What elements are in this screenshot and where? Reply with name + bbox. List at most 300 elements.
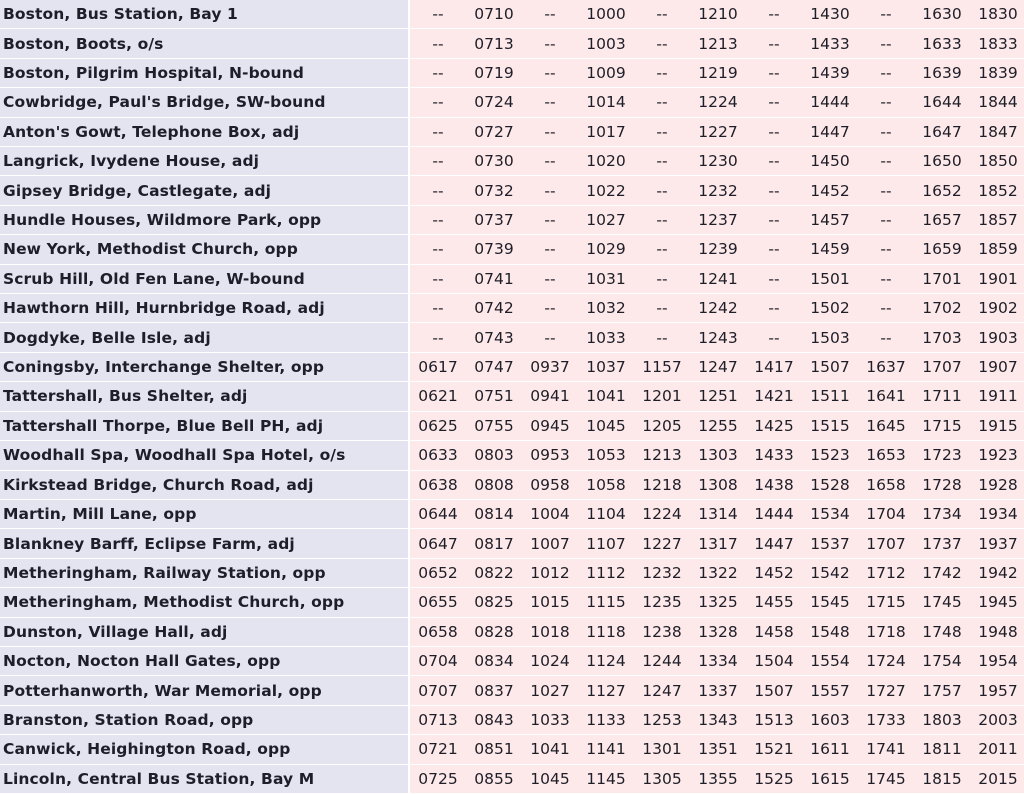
departure-time: 1439	[802, 59, 858, 88]
departure-time: 1243	[690, 323, 746, 352]
departure-time: 1447	[746, 529, 802, 558]
departure-time: 0742	[466, 294, 522, 323]
departure-time: 0851	[466, 735, 522, 764]
departure-time: 1852	[970, 176, 1024, 205]
departure-time: 0652	[410, 559, 466, 588]
departure-time: 1452	[802, 176, 858, 205]
departure-time: 1644	[914, 88, 970, 117]
departure-time: 1707	[914, 353, 970, 382]
departure-time: 1839	[970, 59, 1024, 88]
timetable-row	[0, 647, 1024, 676]
departure-time: --	[858, 176, 914, 205]
departure-time: 1031	[578, 265, 634, 294]
stop-name: Dunston, Village Hall, adj	[0, 618, 410, 647]
timetable-row	[0, 735, 1024, 764]
departure-time: 0719	[466, 59, 522, 88]
departure-time: 0739	[466, 235, 522, 264]
departure-time: 1230	[690, 147, 746, 176]
departure-time: 1104	[578, 500, 634, 529]
departure-time: 1537	[802, 529, 858, 558]
departure-time: --	[522, 206, 578, 235]
departure-time: --	[858, 29, 914, 58]
departure-time: 1210	[690, 0, 746, 29]
stop-name: Blankney Barff, Eclipse Farm, adj	[0, 529, 410, 558]
stop-name: Cowbridge, Paul's Bridge, SW-bound	[0, 88, 410, 117]
departure-time: 1507	[802, 353, 858, 382]
departure-time: 1317	[690, 529, 746, 558]
departure-time: 1308	[690, 471, 746, 500]
timetable-row	[0, 176, 1024, 205]
departure-time: --	[634, 0, 690, 29]
departure-time: 1844	[970, 88, 1024, 117]
departure-time: 0710	[466, 0, 522, 29]
departure-time: 1611	[802, 735, 858, 764]
departure-time: --	[746, 147, 802, 176]
departure-time: 0958	[522, 471, 578, 500]
departure-time: 1015	[522, 588, 578, 617]
departure-time: 0817	[466, 529, 522, 558]
departure-time: 1701	[914, 265, 970, 294]
departure-time: 1603	[802, 706, 858, 735]
departure-time: 0707	[410, 676, 466, 705]
departure-time: 1507	[746, 676, 802, 705]
departure-time: 0828	[466, 618, 522, 647]
departure-time: 1127	[578, 676, 634, 705]
departure-time: 1355	[690, 765, 746, 794]
departure-time: --	[410, 29, 466, 58]
departure-time: 1641	[858, 382, 914, 411]
timetable-row	[0, 265, 1024, 294]
departure-time: 1027	[578, 206, 634, 235]
departure-time: 1450	[802, 147, 858, 176]
departure-time: --	[634, 118, 690, 147]
departure-time: 1328	[690, 618, 746, 647]
departure-time: 1205	[634, 412, 690, 441]
timetable-row	[0, 235, 1024, 264]
departure-time: --	[746, 235, 802, 264]
stop-name: Woodhall Spa, Woodhall Spa Hotel, o/s	[0, 441, 410, 470]
departure-time: --	[746, 206, 802, 235]
departure-time: 1433	[746, 441, 802, 470]
departure-time: --	[522, 176, 578, 205]
departure-time: 1741	[858, 735, 914, 764]
stop-name: Hawthorn Hill, Hurnbridge Road, adj	[0, 294, 410, 323]
departure-time: 1511	[802, 382, 858, 411]
departure-time: 1945	[970, 588, 1024, 617]
departure-time: 1213	[690, 29, 746, 58]
departure-time: 1902	[970, 294, 1024, 323]
stop-name: Coningsby, Interchange Shelter, opp	[0, 353, 410, 382]
departure-time: 1712	[858, 559, 914, 588]
departure-time: --	[858, 59, 914, 88]
departure-time: 1637	[858, 353, 914, 382]
departure-time: 1754	[914, 647, 970, 676]
departure-time: 0655	[410, 588, 466, 617]
departure-time: 1037	[578, 353, 634, 382]
departure-time: 1337	[690, 676, 746, 705]
departure-time: 1141	[578, 735, 634, 764]
departure-time: 1521	[746, 735, 802, 764]
departure-time: 0617	[410, 353, 466, 382]
departure-time: 1501	[802, 265, 858, 294]
departure-time: 1239	[690, 235, 746, 264]
departure-time: 0743	[466, 323, 522, 352]
departure-time: 1012	[522, 559, 578, 588]
timetable-row	[0, 323, 1024, 352]
departure-time: 0803	[466, 441, 522, 470]
departure-time: 1727	[858, 676, 914, 705]
departure-time: --	[522, 29, 578, 58]
departure-time: 1000	[578, 0, 634, 29]
departure-time: 1647	[914, 118, 970, 147]
departure-time: --	[634, 147, 690, 176]
departure-time: 1715	[858, 588, 914, 617]
departure-time: 1525	[746, 765, 802, 794]
departure-time: --	[858, 88, 914, 117]
departure-time: 1219	[690, 59, 746, 88]
departure-time: 1024	[522, 647, 578, 676]
departure-time: 1523	[802, 441, 858, 470]
departure-time: 1247	[690, 353, 746, 382]
departure-time: --	[746, 59, 802, 88]
timetable-row	[0, 29, 1024, 58]
departure-time: 1452	[746, 559, 802, 588]
departure-time: 0855	[466, 765, 522, 794]
departure-time: 1133	[578, 706, 634, 735]
departure-time: --	[410, 0, 466, 29]
departure-time: --	[746, 88, 802, 117]
departure-time: 1757	[914, 676, 970, 705]
departure-time: --	[410, 265, 466, 294]
departure-time: --	[858, 147, 914, 176]
stop-name: Hundle Houses, Wildmore Park, opp	[0, 206, 410, 235]
departure-time: 0953	[522, 441, 578, 470]
departure-time: --	[634, 206, 690, 235]
timetable-row	[0, 206, 1024, 235]
departure-time: 1639	[914, 59, 970, 88]
departure-time: 1658	[858, 471, 914, 500]
departure-time: --	[634, 265, 690, 294]
departure-time: --	[746, 323, 802, 352]
departure-time: 0724	[466, 88, 522, 117]
departure-time: 1630	[914, 0, 970, 29]
departure-time: 1058	[578, 471, 634, 500]
departure-time: --	[746, 0, 802, 29]
timetable-row	[0, 618, 1024, 647]
departure-time: --	[858, 323, 914, 352]
timetable-row	[0, 147, 1024, 176]
departure-time: 1334	[690, 647, 746, 676]
departure-time: 0621	[410, 382, 466, 411]
departure-time: 0747	[466, 353, 522, 382]
departure-time: 0814	[466, 500, 522, 529]
departure-time: 1857	[970, 206, 1024, 235]
departure-time: --	[410, 118, 466, 147]
departure-time: 1224	[690, 88, 746, 117]
departure-time: 1053	[578, 441, 634, 470]
departure-time: 1145	[578, 765, 634, 794]
departure-time: --	[858, 0, 914, 29]
departure-time: 1014	[578, 88, 634, 117]
departure-time: --	[634, 88, 690, 117]
timetable-row	[0, 559, 1024, 588]
departure-time: 1421	[746, 382, 802, 411]
departure-time: 1444	[746, 500, 802, 529]
departure-time: 1247	[634, 676, 690, 705]
departure-time: 1003	[578, 29, 634, 58]
departure-time: 1444	[802, 88, 858, 117]
departure-time: 1733	[858, 706, 914, 735]
departure-time: 1041	[578, 382, 634, 411]
departure-time: 1033	[522, 706, 578, 735]
departure-time: 0834	[466, 647, 522, 676]
departure-time: 1301	[634, 735, 690, 764]
departure-time: 1027	[522, 676, 578, 705]
departure-time: 1459	[802, 235, 858, 264]
timetable-row	[0, 0, 1024, 29]
departure-time: --	[858, 118, 914, 147]
departure-time: 1528	[802, 471, 858, 500]
departure-time: 1322	[690, 559, 746, 588]
departure-time: 1707	[858, 529, 914, 558]
timetable-row	[0, 471, 1024, 500]
departure-time: 0644	[410, 500, 466, 529]
departure-time: 2003	[970, 706, 1024, 735]
departure-time: --	[522, 59, 578, 88]
departure-time: --	[858, 206, 914, 235]
timetable-row	[0, 59, 1024, 88]
stop-name: Dogdyke, Belle Isle, adj	[0, 323, 410, 352]
departure-time: 1241	[690, 265, 746, 294]
departure-time: 1303	[690, 441, 746, 470]
departure-time: 1745	[858, 765, 914, 794]
departure-time: --	[522, 265, 578, 294]
departure-time: 0737	[466, 206, 522, 235]
departure-time: 1734	[914, 500, 970, 529]
departure-time: --	[410, 59, 466, 88]
departure-time: 1833	[970, 29, 1024, 58]
departure-time: 1242	[690, 294, 746, 323]
departure-time: 1417	[746, 353, 802, 382]
departure-time: 0647	[410, 529, 466, 558]
departure-time: 1503	[802, 323, 858, 352]
departure-time: 1107	[578, 529, 634, 558]
departure-time: 1343	[690, 706, 746, 735]
departure-time: 1645	[858, 412, 914, 441]
departure-time: 1032	[578, 294, 634, 323]
departure-time: --	[634, 323, 690, 352]
departure-time: --	[410, 147, 466, 176]
departure-time: 1859	[970, 235, 1024, 264]
departure-time: --	[634, 294, 690, 323]
departure-time: 1847	[970, 118, 1024, 147]
departure-time: 0808	[466, 471, 522, 500]
timetable-row	[0, 676, 1024, 705]
departure-time: 1915	[970, 412, 1024, 441]
timetable-row	[0, 118, 1024, 147]
departure-time: --	[634, 29, 690, 58]
departure-time: 1742	[914, 559, 970, 588]
departure-time: 1458	[746, 618, 802, 647]
departure-time: 0822	[466, 559, 522, 588]
departure-time: 0727	[466, 118, 522, 147]
departure-time: 1515	[802, 412, 858, 441]
departure-time: 1244	[634, 647, 690, 676]
departure-time: 0825	[466, 588, 522, 617]
departure-time: 1954	[970, 647, 1024, 676]
departure-time: 1923	[970, 441, 1024, 470]
departure-time: 1542	[802, 559, 858, 588]
timetable-row	[0, 441, 1024, 470]
departure-time: 1029	[578, 235, 634, 264]
departure-time: 2011	[970, 735, 1024, 764]
stop-name: Scrub Hill, Old Fen Lane, W-bound	[0, 265, 410, 294]
stop-name: Anton's Gowt, Telephone Box, adj	[0, 118, 410, 147]
departure-time: --	[522, 0, 578, 29]
departure-time: 0625	[410, 412, 466, 441]
departure-time: 1238	[634, 618, 690, 647]
departure-time: 1325	[690, 588, 746, 617]
departure-time: 1745	[914, 588, 970, 617]
departure-time: 1534	[802, 500, 858, 529]
departure-time: 1041	[522, 735, 578, 764]
departure-time: 1548	[802, 618, 858, 647]
timetable-row	[0, 294, 1024, 323]
departure-time: 1112	[578, 559, 634, 588]
departure-time: 1803	[914, 706, 970, 735]
departure-time: 1237	[690, 206, 746, 235]
departure-time: 0843	[466, 706, 522, 735]
stop-name: Kirkstead Bridge, Church Road, adj	[0, 471, 410, 500]
departure-time: 1253	[634, 706, 690, 735]
departure-time: --	[410, 294, 466, 323]
departure-time: 1218	[634, 471, 690, 500]
stop-name: Tattershall, Bus Shelter, adj	[0, 382, 410, 411]
stop-name: Metheringham, Methodist Church, opp	[0, 588, 410, 617]
departure-time: 1118	[578, 618, 634, 647]
departure-time: 1653	[858, 441, 914, 470]
departure-time: 1615	[802, 765, 858, 794]
timetable-row	[0, 382, 1024, 411]
departure-time: 1351	[690, 735, 746, 764]
departure-time: 0941	[522, 382, 578, 411]
departure-time: 1447	[802, 118, 858, 147]
departure-time: 1251	[690, 382, 746, 411]
departure-time: 1227	[634, 529, 690, 558]
timetable-row	[0, 500, 1024, 529]
departure-time: 0725	[410, 765, 466, 794]
departure-time: --	[522, 147, 578, 176]
departure-time: 1033	[578, 323, 634, 352]
departure-time: 0713	[466, 29, 522, 58]
departure-time: --	[858, 235, 914, 264]
departure-time: 1430	[802, 0, 858, 29]
departure-time: --	[410, 88, 466, 117]
departure-time: 1557	[802, 676, 858, 705]
departure-time: 1659	[914, 235, 970, 264]
departure-time: 1937	[970, 529, 1024, 558]
departure-time: 1314	[690, 500, 746, 529]
departure-time: 1045	[522, 765, 578, 794]
departure-time: 1748	[914, 618, 970, 647]
departure-time: 1911	[970, 382, 1024, 411]
departure-time: 1715	[914, 412, 970, 441]
timetable-row	[0, 353, 1024, 382]
departure-time: 1737	[914, 529, 970, 558]
departure-time: 1020	[578, 147, 634, 176]
departure-time: --	[746, 265, 802, 294]
timetable-row	[0, 706, 1024, 735]
departure-time: 1633	[914, 29, 970, 58]
departure-time: 1948	[970, 618, 1024, 647]
departure-time: 1928	[970, 471, 1024, 500]
departure-time: 0837	[466, 676, 522, 705]
timetable-row	[0, 88, 1024, 117]
departure-time: --	[410, 323, 466, 352]
departure-time: 1723	[914, 441, 970, 470]
departure-time: 1942	[970, 559, 1024, 588]
stop-name: Martin, Mill Lane, opp	[0, 500, 410, 529]
departure-time: 1213	[634, 441, 690, 470]
departure-time: 1657	[914, 206, 970, 235]
timetable-row	[0, 529, 1024, 558]
departure-time: --	[746, 176, 802, 205]
departure-time: 1124	[578, 647, 634, 676]
departure-time: 1115	[578, 588, 634, 617]
stop-name: Gipsey Bridge, Castlegate, adj	[0, 176, 410, 205]
departure-time: 1850	[970, 147, 1024, 176]
departure-time: 1830	[970, 0, 1024, 29]
departure-time: 1957	[970, 676, 1024, 705]
departure-time: 1438	[746, 471, 802, 500]
departure-time: 1004	[522, 500, 578, 529]
departure-time: 1704	[858, 500, 914, 529]
departure-time: --	[634, 59, 690, 88]
departure-time: --	[634, 235, 690, 264]
departure-time: 1007	[522, 529, 578, 558]
departure-time: 1022	[578, 176, 634, 205]
stop-name: Metheringham, Railway Station, opp	[0, 559, 410, 588]
stop-name: Boston, Bus Station, Bay 1	[0, 0, 410, 29]
departure-time: 1907	[970, 353, 1024, 382]
departure-time: 1018	[522, 618, 578, 647]
departure-time: --	[522, 235, 578, 264]
departure-time: 1504	[746, 647, 802, 676]
departure-time: 0732	[466, 176, 522, 205]
departure-time: --	[746, 118, 802, 147]
departure-time: 1009	[578, 59, 634, 88]
departure-time: 1232	[634, 559, 690, 588]
timetable-row	[0, 412, 1024, 441]
departure-time: 1227	[690, 118, 746, 147]
stop-name: Boston, Boots, o/s	[0, 29, 410, 58]
departure-time: --	[522, 88, 578, 117]
departure-time: 1045	[578, 412, 634, 441]
departure-time: 1255	[690, 412, 746, 441]
departure-time: 1650	[914, 147, 970, 176]
departure-time: 1702	[914, 294, 970, 323]
departure-time: 1724	[858, 647, 914, 676]
departure-time: --	[746, 29, 802, 58]
stop-name: New York, Methodist Church, opp	[0, 235, 410, 264]
departure-time: --	[410, 206, 466, 235]
departure-time: 1652	[914, 176, 970, 205]
departure-time: 0658	[410, 618, 466, 647]
departure-time: --	[410, 235, 466, 264]
departure-time: 0633	[410, 441, 466, 470]
departure-time: 1703	[914, 323, 970, 352]
departure-time: 1513	[746, 706, 802, 735]
